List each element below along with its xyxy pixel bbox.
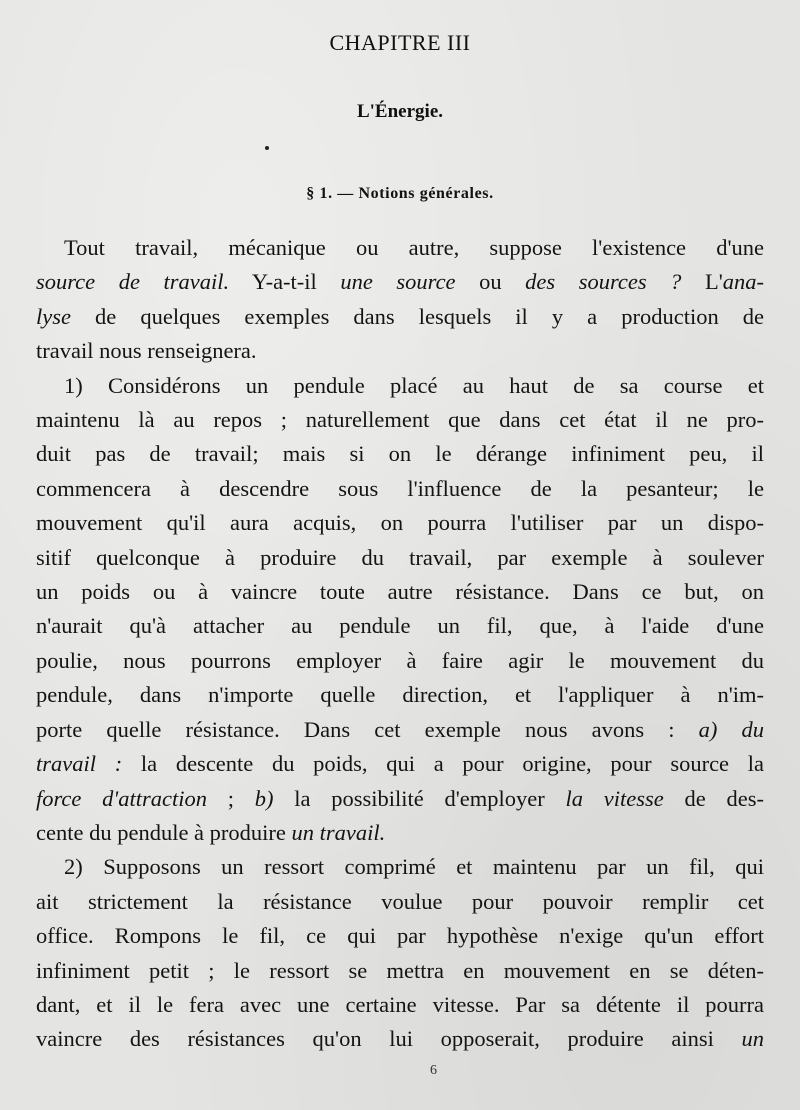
text-run: 2) Supposons un ressort comprimé et maintenu par un fil, qui — [64, 854, 764, 880]
subsection-heading: § 1. — Notions générales. — [306, 185, 494, 202]
text-run: dant, et il le fera avec une certaine vitesse. Par sa détente il pourra — [36, 991, 764, 1017]
text-run: duit pas de travail; mais si on le dérange infiniment peu, il — [36, 441, 764, 467]
text-run: travail nous renseignera. — [36, 338, 257, 364]
text-run: n'aurait qu'à attacher au pendule un fil, que, à l'aide d'une — [36, 613, 764, 639]
text-run: pendule, dans n'importe quelle direction, et l'appliquer à n'im- — [36, 682, 764, 708]
text-line — [36, 850, 764, 884]
italic-run: b) — [254, 785, 274, 811]
italic-run: travail : — [36, 751, 123, 777]
text-run: porte quelle résistance. Dans cet exemple nous avons : — [36, 716, 699, 742]
text-run: cente du pendule à produire — [36, 819, 292, 845]
text-line — [36, 782, 764, 816]
text-run: de des- — [663, 785, 764, 811]
text-line — [36, 713, 764, 747]
text-line — [36, 816, 764, 850]
text-run: Tout travail, mécanique ou autre, suppose l'existence d'une — [64, 235, 764, 260]
text-line — [36, 403, 764, 437]
signature-mark: 6 — [430, 1063, 437, 1078]
text-line — [36, 747, 764, 781]
text-run: L' — [681, 269, 723, 295]
text-run: un poids ou à vaincre toute autre résistance. Dans ce but, on — [36, 579, 764, 605]
italic-run: source de travail. — [36, 269, 230, 295]
text-run: infiniment petit ; le ressort se mettra en mouvement en se déten- — [36, 957, 764, 983]
section-title: L'Énergie. — [356, 101, 444, 122]
text-line — [36, 678, 764, 712]
text-line — [36, 919, 764, 953]
text-line — [36, 437, 764, 471]
text-line — [36, 334, 764, 368]
italic-run: lyse — [36, 303, 71, 329]
text-run: mouvement qu'il aura acquis, on pourra l'utiliser par un dispo- — [36, 510, 764, 536]
italic-run: ana- — [722, 269, 765, 295]
text-line — [36, 885, 764, 919]
italic-run: une source — [340, 269, 456, 295]
text-line — [36, 541, 764, 575]
text-run: office. Rompons le fil, ce qui par hypothèse n'exige qu'un effort — [36, 923, 764, 949]
text-run: ou — [455, 269, 526, 295]
text-run: vaincre des résistances qu'on lui opposerait, produire ainsi — [36, 1026, 742, 1052]
text-run: ait strictement la résistance voulue pour pouvoir remplir cet — [36, 888, 764, 914]
text-run: maintenu là au repos ; naturellement que dans cet état il ne pro- — [36, 407, 764, 433]
text-line — [36, 575, 764, 609]
text-line — [36, 644, 764, 678]
print-speck — [265, 146, 269, 150]
italic-run: a) — [698, 716, 718, 742]
text-line — [36, 300, 764, 334]
text-run: sitif quelconque à produire du travail, par exemple à soulever — [36, 544, 764, 570]
text-run: la possibilité d'employer — [273, 785, 566, 811]
italic-run: un — [741, 1026, 764, 1052]
text-run: Y-a-t-il — [229, 269, 341, 295]
italic-run: force d'attraction — [36, 785, 207, 811]
text-run: ; — [206, 785, 255, 811]
text-line — [36, 988, 764, 1022]
text-run: commencera à descendre sous l'influence de la pesanteur; le — [36, 475, 764, 501]
text-line — [36, 265, 764, 299]
text-line — [36, 472, 764, 506]
text-line — [36, 609, 764, 643]
italic-run: des sources ? — [525, 269, 682, 295]
text-line — [36, 369, 764, 403]
italic-run: du — [717, 716, 765, 742]
chapter-heading: CHAPITRE III — [329, 30, 471, 55]
text-run: la descente du poids, qui a pour origine, pour source la — [122, 751, 764, 777]
text-line — [36, 954, 764, 988]
text-line — [36, 231, 764, 265]
text-line — [36, 506, 764, 540]
body-text — [36, 231, 764, 1057]
text-run: de quelques exemples dans lesquels il y a production de — [70, 303, 764, 329]
italic-run: un travail. — [291, 819, 386, 845]
italic-run: la vitesse — [565, 785, 664, 811]
text-line — [36, 1022, 764, 1056]
text-run: 1) Considérons un pendule placé au haut de sa course et — [64, 372, 764, 398]
text-run: poulie, nous pourrons employer à faire agir le mouvement du — [36, 647, 764, 673]
